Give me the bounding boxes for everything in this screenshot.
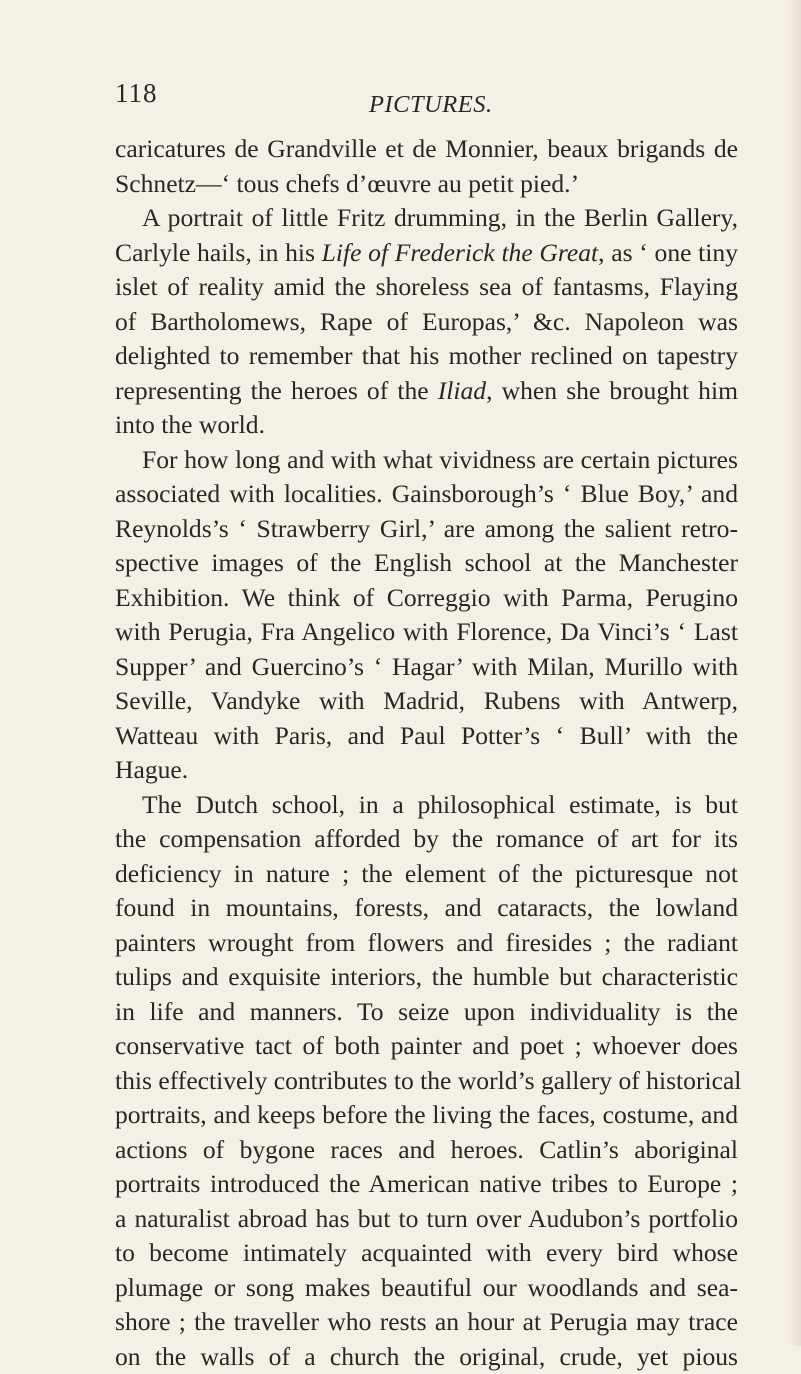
text-line: conservative tact of both painter and poet ; whoever does	[115, 1029, 738, 1064]
text-line: deficiency in nature ; the element of the picturesque not	[115, 857, 738, 892]
text-line: Carlyle hails, in his Life of Frederick the Great, as ‘ one tiny	[115, 236, 738, 271]
text-line: on the walls of a church the original, crude, yet pious	[115, 1340, 738, 1374]
book-title: Iliad	[438, 376, 486, 405]
text-line: portraits, and keeps before the living the faces, costume, and	[115, 1098, 738, 1133]
text-line: with Perugia, Fra Angelico with Florence, Da Vinci’s ‘ Last	[115, 615, 738, 650]
text-line: into the world.	[115, 408, 738, 443]
page-edge-shadow	[787, 0, 801, 1346]
text-line: associated with localities. Gainsborough’s ‘ Blue Boy,’ and	[115, 477, 738, 512]
text-line: portraits introduced the American native tribes to Europe ;	[115, 1167, 738, 1202]
text-line: painters wrought from flowers and firesides ; the radiant	[115, 926, 738, 961]
text-line: tulips and exquisite interiors, the humble but characteristic	[115, 960, 738, 995]
text-line: Watteau with Paris, and Paul Potter’s ‘ Bull’ with the	[115, 719, 738, 754]
text-line: this effectively contributes to the world’s gallery of historical	[115, 1064, 738, 1099]
running-title: PICTURES.	[369, 91, 493, 119]
paragraph-start-line: For how long and with what vividness are certain pictures	[115, 443, 738, 478]
text-line: actions of bygone races and heroes. Catlin’s aboriginal	[115, 1133, 738, 1168]
text-line: of Bartholomews, Rape of Europas,’ &c. Napoleon was	[115, 305, 738, 340]
running-head	[115, 78, 735, 118]
paragraph-start-line: A portrait of little Fritz drumming, in the Berlin Gallery,	[115, 201, 738, 236]
text-line: delighted to remember that his mother reclined on tapestry	[115, 339, 738, 374]
page-number: 118	[115, 78, 158, 109]
text-line: Schnetz—‘ tous chefs d’œuvre au petit pied.’	[115, 167, 738, 202]
text-line: shore ; the traveller who rests an hour at Perugia may trace	[115, 1305, 738, 1340]
text-line: Exhibition. We think of Correggio with Parma, Perugino	[115, 581, 738, 616]
paragraph-start-line: The Dutch school, in a philosophical estimate, is but	[115, 788, 738, 823]
text-line: Seville, Vandyke with Madrid, Rubens with Antwerp,	[115, 684, 738, 719]
text-line: islet of reality amid the shoreless sea of fantasms, Flaying	[115, 270, 738, 305]
book-title: Life of Frederick the Great	[322, 238, 599, 267]
text-line: a naturalist abroad has but to turn over Audubon’s portfolio	[115, 1202, 738, 1237]
text-line: Supper’ and Guercino’s ‘ Hagar’ with Milan, Murillo with	[115, 650, 738, 685]
text-line: caricatures de Grandville et de Monnier, beaux brigands de	[115, 132, 738, 167]
text-line: spective images of the English school at the Manchester	[115, 546, 738, 581]
text-line: in life and manners. To seize upon individuality is the	[115, 995, 738, 1030]
text-line: Reynolds’s ‘ Strawberry Girl,’ are among the salient retro-	[115, 512, 738, 547]
text-line: Hague.	[115, 753, 738, 788]
text-line: to become intimately acquainted with every bird whose	[115, 1236, 738, 1271]
text-line: the compensation afforded by the romance of art for its	[115, 822, 738, 857]
body-text	[115, 132, 738, 1374]
text-line: found in mountains, forests, and cataracts, the lowland	[115, 891, 738, 926]
text-line: representing the heroes of the Iliad, when she brought him	[115, 374, 738, 409]
text-line: plumage or song makes beautiful our woodlands and sea-	[115, 1271, 738, 1306]
